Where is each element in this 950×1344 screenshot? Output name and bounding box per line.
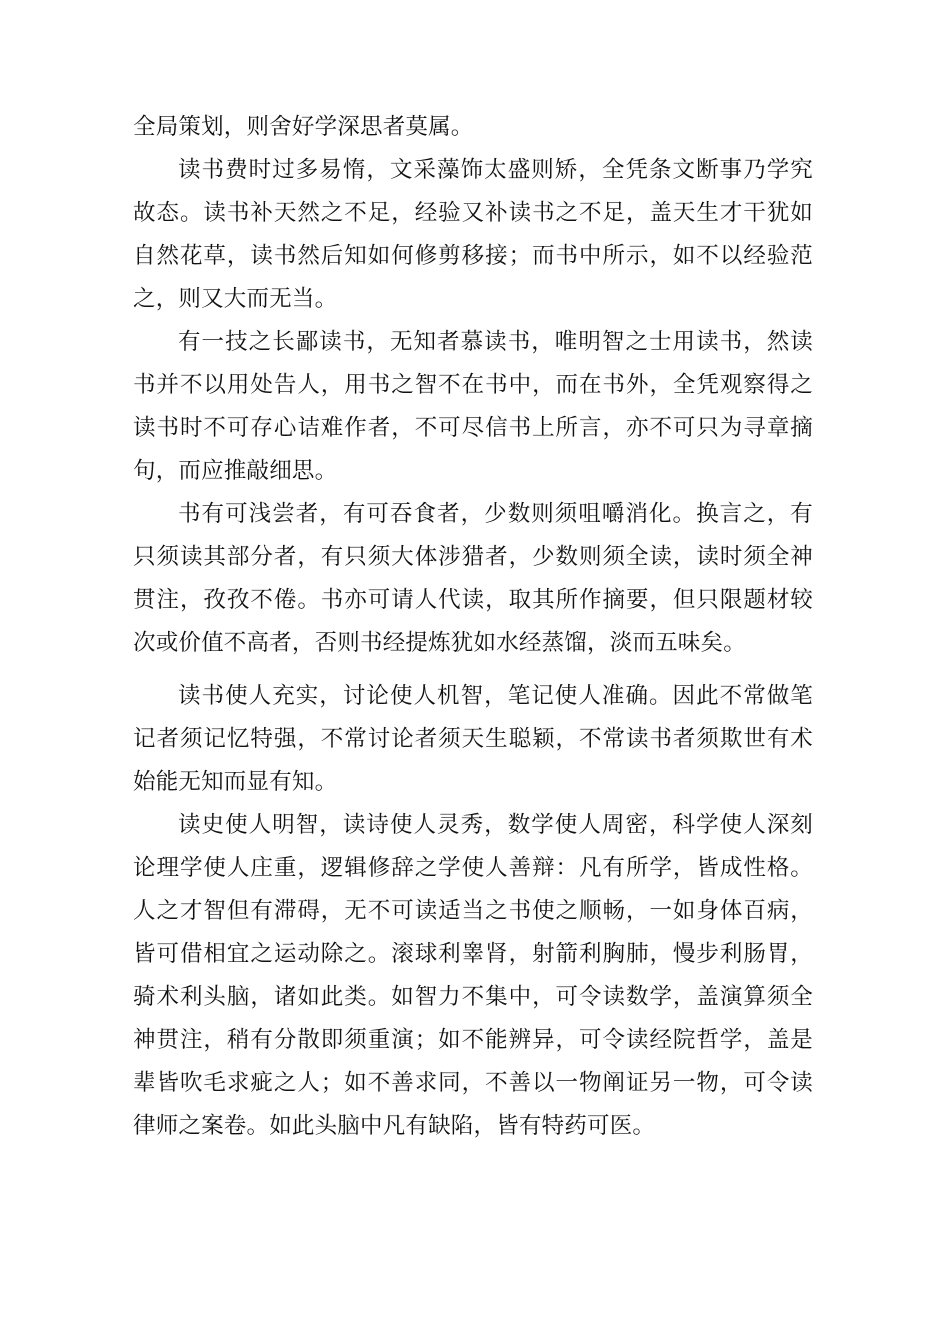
paragraph-kinds-of-books: 书有可浅尝者，有可吞食者，少数则须咀嚼消化。换言之，有只须读其部分者，有只须大体涉猎者，少数则须全读，读时须全神贯注，孜孜不倦。书亦可请人代读，取其所作摘要，但只限题材较次或价值不高者，否则书经提炼犹如水经蒸馏，淡而五味矣。	[133, 501, 813, 656]
document-body	[133, 106, 813, 1148]
paragraph-studies-shape-character: 读史使人明智，读诗使人灵秀，数学使人周密，科学使人深刻论理学使人庄重，逻辑修辞之学使人善辩：凡有所学，皆成性格。人之才智但有滞碍，无不可读适当之书使之顺畅，一如身体百病，皆可借相宜之运动除之。滚球利睾肾，射箭利胸肺，慢步利肠胃，骑术利头脑，诸如此类。如智力不集中，可令读数学，盖演算须全神贯注，稍有分散即须重演；如不能辨异，可令读经院哲学，盖是辈皆吹毛求疵之人；如不善求同，不善以一物阐证另一物，可令读律师之案卷。如此头脑中凡有缺陷，皆有特药可医。	[133, 812, 813, 1139]
paragraph-reading-discussion-notes: 读书使人充实，讨论使人机智，笔记使人准确。因此不常做笔记者须记忆特强，不常讨论者须天生聪颖，不常读书者须欺世有术始能无知而显有知。	[133, 683, 813, 795]
paragraph-continuation: 全局策划，则舍好学深思者莫属。	[133, 114, 474, 140]
paragraph-reading-habits: 读书费时过多易惰，文采藻饰太盛则矫，全凭条文断事乃学究故态。读书补天然之不足，经验又补读书之不足，盖天生才干犹如自然花草，读书然后知如何修剪移接；而书中所示，如不以经验范之，则又大而无当。	[133, 157, 813, 312]
paragraph-gap	[133, 665, 813, 675]
paragraph-using-books: 有一技之长鄙读书，无知者慕读书，唯明智之士用读书，然读书并不以用处告人，用书之智不在书中，而在书外，全凭观察得之读书时不可存心诘难作者，不可尽信书上所言，亦不可只为寻章摘句，而应推敲细思。	[133, 329, 813, 484]
